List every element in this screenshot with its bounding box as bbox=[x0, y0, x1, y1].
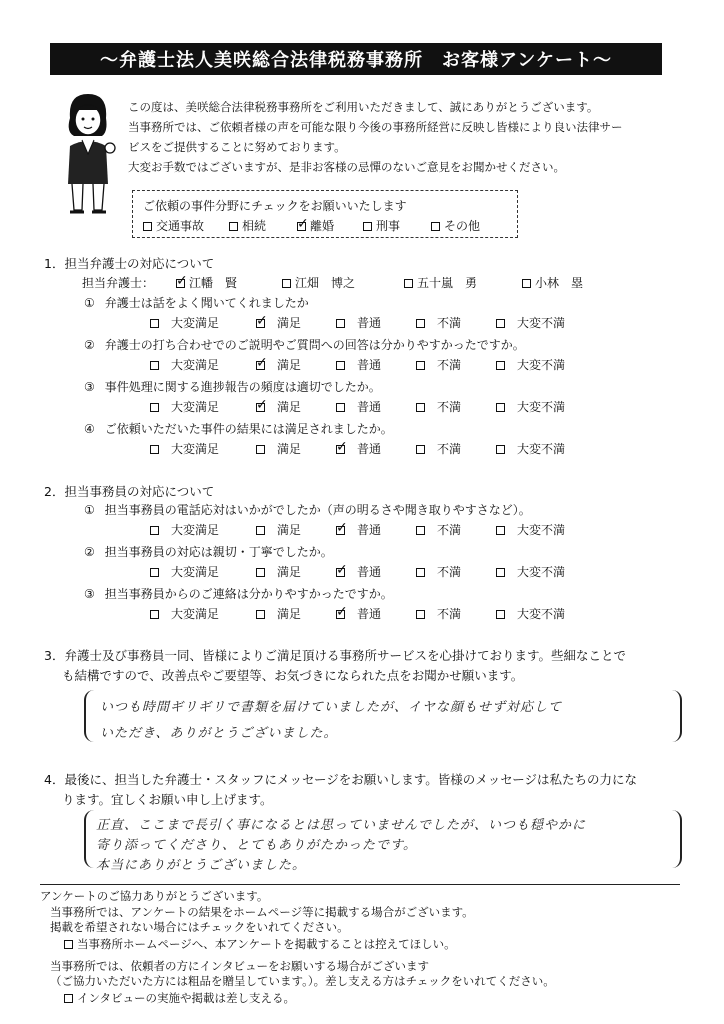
case-option-criminal[interactable]: 刑事 bbox=[363, 217, 400, 234]
rating-label: 満足 bbox=[277, 442, 302, 456]
question-label: 弁護士の打ち合わせでのご説明やご質問への回答は分かりやすかったですか。 bbox=[104, 338, 525, 352]
lawyer-option[interactable]: 五十嵐 勇 bbox=[404, 274, 477, 291]
rating-option[interactable] bbox=[336, 314, 381, 331]
rating-option[interactable] bbox=[150, 605, 219, 622]
checkbox[interactable] bbox=[150, 361, 159, 370]
footer-line: （ご協力いただいた方には粗品を贈呈しています。）。差し支える方はチェックをいれてください。 bbox=[50, 974, 555, 988]
rating-option[interactable] bbox=[150, 356, 219, 373]
section4-line: ります。宜しくお願い申し上げます。 bbox=[62, 792, 273, 807]
rating-option[interactable] bbox=[336, 398, 381, 415]
rating-option[interactable] bbox=[256, 440, 301, 457]
rating-label: 不満 bbox=[437, 442, 462, 456]
checkbox[interactable] bbox=[404, 279, 413, 288]
handwritten-line: 正直、ここまで長引く事になるとは思っていませんでしたが、いつも穏やかに bbox=[96, 818, 587, 833]
question-label: 担当事務員の対応は親切・丁寧でしたか。 bbox=[104, 545, 333, 559]
lawyer-option[interactable]: 江畑 博之 bbox=[282, 274, 355, 291]
question-text bbox=[84, 585, 393, 602]
case-option-inheritance[interactable]: 相続 bbox=[229, 217, 266, 234]
footer-divider bbox=[40, 884, 680, 885]
rating-option[interactable] bbox=[416, 398, 461, 415]
rating-label: 満足 bbox=[277, 523, 302, 537]
rating-option[interactable] bbox=[150, 563, 219, 580]
rating-option[interactable] bbox=[416, 314, 461, 331]
checkbox[interactable] bbox=[416, 526, 425, 535]
footer-option-no-interview[interactable]: インタビューの実施や掲載は差し支える。 bbox=[64, 990, 295, 1006]
rating-label: 大変不満 bbox=[517, 565, 566, 579]
checkbox[interactable] bbox=[496, 568, 505, 577]
intro-line: この度は、美咲総合法律税務事務所をご利用いただきまして、誠にありがとうございます。 bbox=[128, 100, 599, 114]
rating-label: 満足 bbox=[277, 316, 302, 330]
checkbox[interactable] bbox=[416, 403, 425, 412]
checkbox[interactable] bbox=[431, 222, 440, 231]
checkbox[interactable] bbox=[256, 568, 265, 577]
checkbox-checked[interactable] bbox=[176, 279, 185, 288]
checkbox[interactable] bbox=[256, 445, 265, 454]
rating-option[interactable] bbox=[416, 440, 461, 457]
rating-option[interactable] bbox=[336, 563, 381, 580]
lawyer-option[interactable]: ✓ 江幡 賢 bbox=[176, 274, 237, 291]
lawyer-option[interactable]: 小林 塁 bbox=[522, 274, 583, 291]
checkbox[interactable] bbox=[416, 361, 425, 370]
rating-label: 大変満足 bbox=[171, 442, 220, 456]
rating-option[interactable] bbox=[416, 563, 461, 580]
rating-option[interactable] bbox=[496, 521, 565, 538]
checkbox-checked[interactable] bbox=[256, 361, 265, 370]
checkbox[interactable] bbox=[496, 526, 505, 535]
intro-line: 当事務所では、ご依頼者様の声を可能な限り今後の事務所経営に反映し皆様により良い法律サー bbox=[128, 120, 623, 134]
rating-option[interactable] bbox=[336, 356, 381, 373]
rating-option[interactable] bbox=[256, 398, 301, 415]
rating-option[interactable] bbox=[416, 605, 461, 622]
handwritten-line: 寄り添ってくださり、とてもありがたかったです。 bbox=[96, 838, 417, 853]
checkbox[interactable] bbox=[256, 526, 265, 535]
question-label: 担当事務員の電話応対はいかがでしたか（声の明るさや聞き取りやすさなど）。 bbox=[104, 503, 531, 517]
rating-label: 大変満足 bbox=[171, 316, 220, 330]
checkbox[interactable] bbox=[256, 610, 265, 619]
rating-label: 不満 bbox=[437, 400, 462, 414]
footer-line: 当事務所では、依頼者の方にインタビューをお願いする場合がございます bbox=[50, 959, 430, 973]
checkbox[interactable] bbox=[416, 445, 425, 454]
rating-label: 満足 bbox=[277, 400, 302, 414]
checkbox[interactable] bbox=[150, 526, 159, 535]
rating-label: 大変不満 bbox=[517, 358, 566, 372]
checkbox[interactable] bbox=[496, 445, 505, 454]
rating-label: 大変不満 bbox=[517, 607, 566, 621]
rating-option[interactable] bbox=[496, 440, 565, 457]
handwritten-line: 本当にありがとうございました。 bbox=[96, 858, 307, 873]
question-text bbox=[84, 378, 381, 395]
question-label: 弁護士は話をよく聞いてくれましたか bbox=[104, 296, 309, 310]
question-number: ③ bbox=[84, 587, 95, 601]
rating-label: 大変満足 bbox=[171, 400, 220, 414]
case-option-other[interactable]: その他 bbox=[431, 217, 480, 234]
checkbox[interactable] bbox=[336, 361, 345, 370]
rating-label: 不満 bbox=[437, 523, 462, 537]
rating-option[interactable] bbox=[496, 356, 565, 373]
question-number: ② bbox=[84, 545, 95, 559]
checkbox[interactable] bbox=[416, 568, 425, 577]
checkbox-checked[interactable] bbox=[256, 319, 265, 328]
question-number: ③ bbox=[84, 380, 95, 394]
footer-line: 当事務所では、アンケートの結果をホームページ等に掲載する場合がございます。 bbox=[50, 905, 474, 919]
intro-line: 大変お手数ではございますが、是非お客様の忌憚のないご意見をお聞かせください。 bbox=[128, 160, 565, 174]
checkbox[interactable] bbox=[143, 222, 152, 231]
section4-line: 4．最後に、担当した弁護士・スタッフにメッセージをお願いします。皆様のメッセージは私たちの力にな bbox=[44, 772, 637, 787]
question-number: ② bbox=[84, 338, 95, 352]
rating-option[interactable] bbox=[496, 314, 565, 331]
rating-label: 大変不満 bbox=[517, 400, 566, 414]
question-number: ① bbox=[84, 503, 95, 517]
checkbox[interactable] bbox=[496, 610, 505, 619]
rating-option[interactable] bbox=[256, 314, 301, 331]
checkbox[interactable] bbox=[282, 279, 291, 288]
intro-text bbox=[128, 97, 688, 177]
checkbox-checked[interactable] bbox=[336, 526, 345, 535]
checkbox[interactable] bbox=[496, 319, 505, 328]
checkbox[interactable] bbox=[150, 445, 159, 454]
staff-illustration bbox=[52, 88, 122, 220]
footer-option-no-publish[interactable]: 当事務所ホームページへ、本アンケートを掲載することは控えてほしい。 bbox=[64, 936, 456, 952]
checkbox[interactable] bbox=[522, 279, 531, 288]
question-text bbox=[84, 294, 309, 311]
question-label: ご依頼いただいた事件の結果には満足されましたか。 bbox=[104, 422, 393, 436]
checkbox-checked[interactable] bbox=[336, 445, 345, 454]
rating-label: 普通 bbox=[357, 316, 382, 330]
checkbox[interactable] bbox=[150, 610, 159, 619]
question-text bbox=[84, 501, 531, 518]
question-text bbox=[84, 420, 393, 437]
rating-label: 満足 bbox=[277, 358, 302, 372]
rating-label: 不満 bbox=[437, 316, 462, 330]
checkbox[interactable] bbox=[496, 361, 505, 370]
rating-option[interactable] bbox=[416, 356, 461, 373]
question-text bbox=[84, 543, 333, 560]
rating-label: 大変不満 bbox=[517, 523, 566, 537]
checkbox-checked[interactable] bbox=[336, 610, 345, 619]
section3-line: も結構ですので、改善点やご要望等、お気づきになられた点をお聞かせ願います。 bbox=[62, 668, 524, 683]
rating-label: 普通 bbox=[357, 400, 382, 414]
case-option-traffic[interactable]: 交通事故 bbox=[143, 217, 204, 234]
handwritten-line: いつも時間ギリギリで書類を届けていましたが、イヤな顔もせず対応して bbox=[100, 700, 563, 715]
handwritten-line: いただき、ありがとうございました。 bbox=[100, 726, 338, 741]
checkbox[interactable] bbox=[416, 319, 425, 328]
checkbox[interactable] bbox=[363, 222, 372, 231]
section2-title: 2．担当事務員の対応について bbox=[44, 484, 215, 499]
footer-line: 掲載を希望されない場合にはチェックをいれてください。 bbox=[50, 920, 349, 934]
rating-option[interactable] bbox=[256, 356, 301, 373]
lawyer-label: 担当弁護士： bbox=[82, 276, 155, 290]
rating-option[interactable] bbox=[150, 314, 219, 331]
rating-option[interactable] bbox=[256, 521, 301, 538]
rating-option[interactable] bbox=[336, 521, 381, 538]
rating-label: 普通 bbox=[357, 565, 382, 579]
rating-label: 大変不満 bbox=[517, 316, 566, 330]
rating-label: 不満 bbox=[437, 358, 462, 372]
rating-label: 大変満足 bbox=[171, 607, 220, 621]
rating-label: 普通 bbox=[357, 607, 382, 621]
question-label: 事件処理に関する進捗報告の頻度は適切でしたか。 bbox=[104, 380, 381, 394]
rating-label: 大変満足 bbox=[171, 523, 220, 537]
rating-option[interactable] bbox=[256, 563, 301, 580]
checkbox[interactable] bbox=[150, 568, 159, 577]
rating-option[interactable] bbox=[496, 563, 565, 580]
rating-label: 不満 bbox=[437, 607, 462, 621]
case-option-divorce[interactable]: ✓ 離婚 bbox=[297, 217, 334, 234]
rating-option[interactable] bbox=[256, 605, 301, 622]
checkbox[interactable] bbox=[229, 222, 238, 231]
question-text bbox=[84, 336, 525, 353]
rating-option[interactable] bbox=[150, 440, 219, 457]
rating-label: 普通 bbox=[357, 442, 382, 456]
rating-option[interactable] bbox=[496, 605, 565, 622]
checkbox[interactable] bbox=[150, 319, 159, 328]
rating-option[interactable] bbox=[416, 521, 461, 538]
checkbox[interactable] bbox=[336, 403, 345, 412]
checkbox[interactable] bbox=[496, 403, 505, 412]
intro-line: ビスをご提供することに努めております。 bbox=[128, 140, 346, 154]
rating-label: 大変満足 bbox=[171, 358, 220, 372]
checkbox[interactable] bbox=[64, 994, 73, 1003]
rating-option[interactable] bbox=[150, 398, 219, 415]
case-field-prompt: ご依頼の事件分野にチェックをお願いいたします bbox=[143, 199, 407, 213]
rating-label: 普通 bbox=[357, 358, 382, 372]
section3-line: 3．弁護士及び事務員一同、皆様によりご満足頂ける事務所サービスを心掛けております。些細なことで bbox=[44, 648, 626, 663]
rating-option[interactable] bbox=[150, 521, 219, 538]
checkbox[interactable] bbox=[64, 940, 73, 949]
checkbox-checked[interactable] bbox=[297, 222, 306, 231]
rating-label: 普通 bbox=[357, 523, 382, 537]
checkbox[interactable] bbox=[336, 319, 345, 328]
checkbox[interactable] bbox=[416, 610, 425, 619]
survey-title: ～弁護士法人美咲総合法律税務事務所 お客様アンケート～ bbox=[100, 50, 612, 71]
rating-label: 満足 bbox=[277, 565, 302, 579]
rating-label: 満足 bbox=[277, 607, 302, 621]
rating-label: 不満 bbox=[437, 565, 462, 579]
section1-title: 1．担当弁護士の対応について bbox=[44, 256, 215, 271]
question-label: 担当事務員からのご連絡は分かりやすかったですか。 bbox=[104, 587, 393, 601]
rating-option[interactable] bbox=[336, 605, 381, 622]
rating-label: 大変不満 bbox=[517, 442, 566, 456]
rating-label: 大変満足 bbox=[171, 565, 220, 579]
survey-title-bar bbox=[50, 43, 662, 75]
footer-thanks: アンケートのご協力ありがとうございます。 bbox=[40, 889, 269, 903]
checkbox-checked[interactable] bbox=[336, 568, 345, 577]
question-number: ④ bbox=[84, 422, 95, 436]
checkbox[interactable] bbox=[150, 403, 159, 412]
rating-option[interactable] bbox=[336, 440, 381, 457]
rating-option[interactable] bbox=[496, 398, 565, 415]
checkbox-checked[interactable] bbox=[256, 403, 265, 412]
question-number: ① bbox=[84, 296, 95, 310]
case-field-box bbox=[132, 190, 518, 238]
